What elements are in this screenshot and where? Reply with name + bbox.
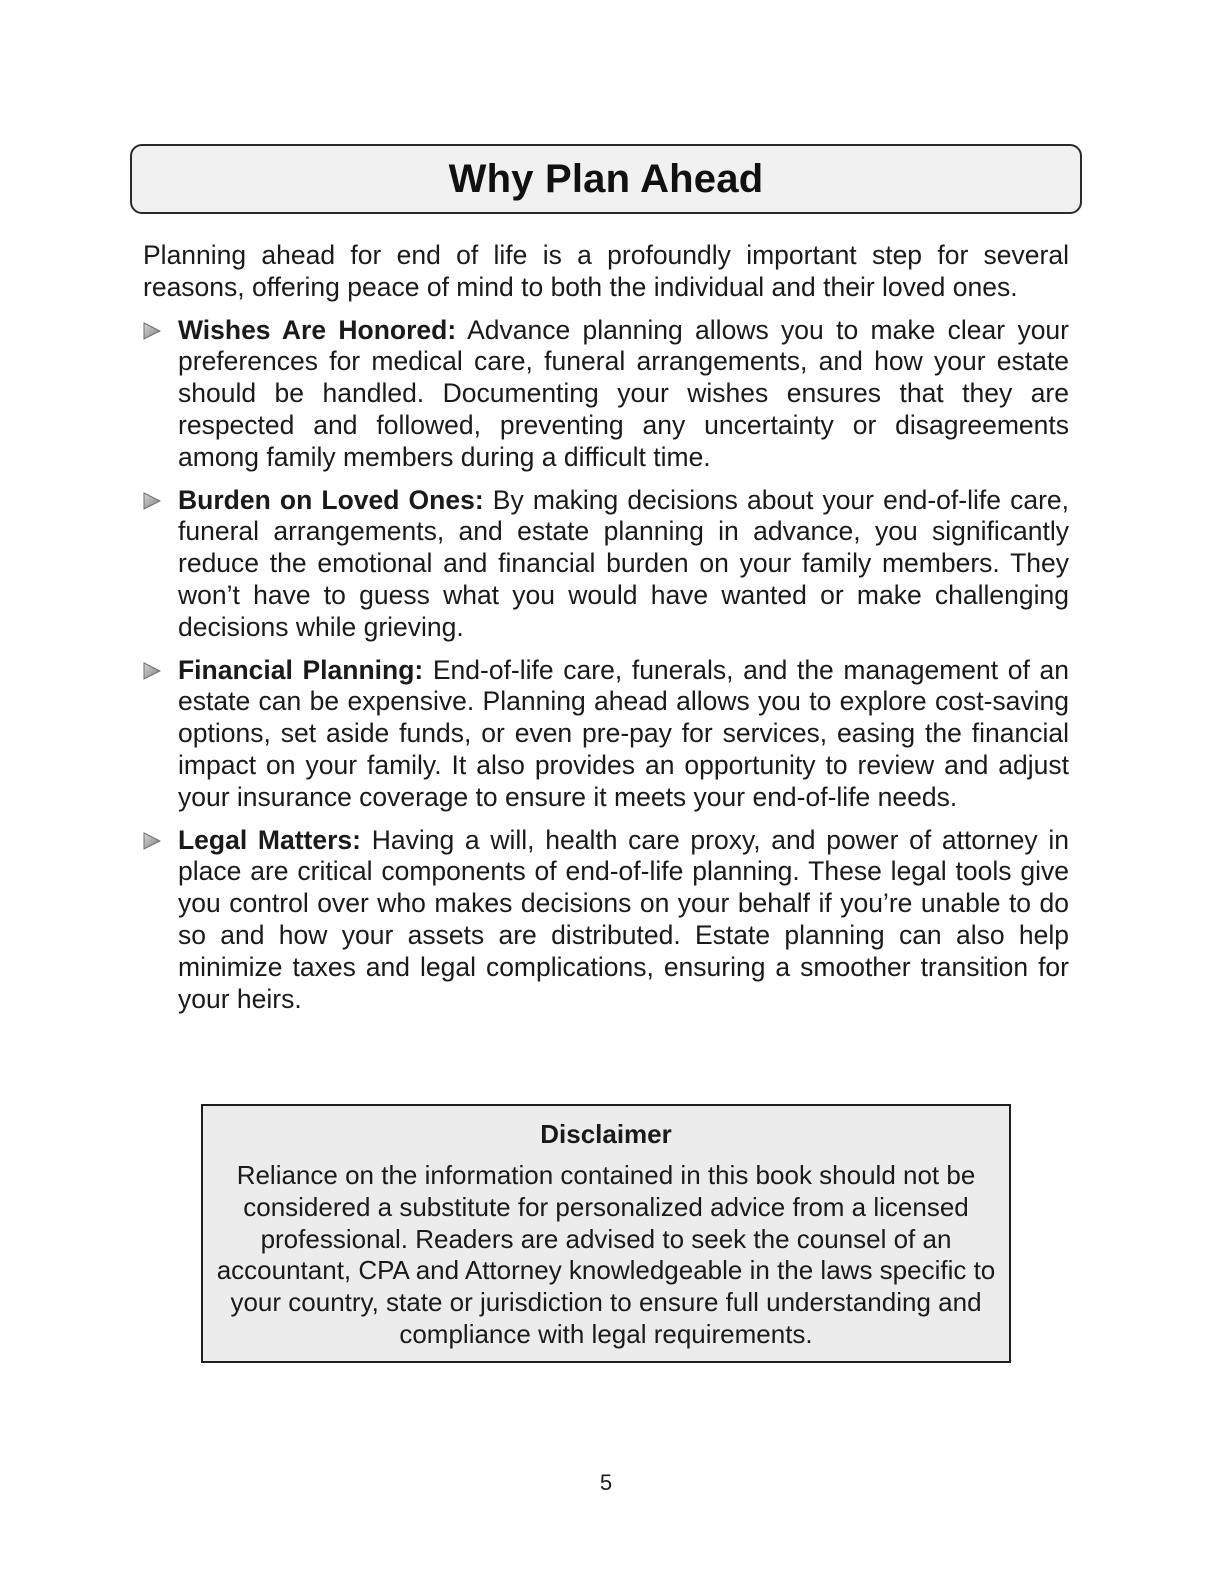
main-content (143, 240, 1069, 1026)
list-item (143, 825, 1069, 1016)
reasons-list (143, 315, 1069, 1016)
list-item (143, 315, 1069, 474)
bullet-term: Wishes Are Honored: (178, 314, 457, 345)
list-item (143, 655, 1069, 814)
disclaimer-text: Reliance on the information contained in this book should not be considered a substitute for personalized advice from a licensed professional. Readers are advised to seek the counsel of an accountant, CPA and Attorney knowledgeable in the laws specific to your country, state or jurisdiction to ensure full understanding and compliance with legal requirements. (216, 1160, 996, 1349)
bullet-text: Having a will, health care proxy, and power of attorney in place are critical components of end-of-life planning. These legal tools give you control over who makes decisions on your behalf if you’re unable to do so and how your assets are distributed. Estate planning can also help minimize taxes and legal complications, ensuring a smoother transition for your heirs. (178, 824, 1069, 1014)
triangle-bullet-icon (143, 832, 161, 850)
triangle-bullet-icon (143, 322, 161, 340)
bullet-term: Financial Planning: (178, 654, 424, 685)
bullet-term: Burden on Loved Ones: (178, 484, 484, 515)
page-number: 5 (599, 1470, 613, 1495)
list-item (143, 485, 1069, 644)
title-box (130, 144, 1082, 214)
bullet-term: Legal Matters: (178, 824, 361, 855)
disclaimer-box (201, 1104, 1011, 1363)
bullet-text: Advance planning allows you to make clear your preferences for medical care, funeral arrangements, and how your estate should be handled. Documenting your wishes ensures that they are respected and followed, preventing any uncertainty or disagreements among family members during a difficult time. (178, 314, 1069, 472)
bullet-text: End-of-life care, funerals, and the management of an estate can be expensive. Planning ahead allows you to explore cost-saving options, set aside funds, or even pre-pay for services, easing the financial impact on your family. It also provides an opportunity to review and adjust your insurance coverage to ensure it meets your end-of-life needs. (178, 654, 1069, 812)
disclaimer-heading: Disclaimer (540, 1119, 672, 1149)
page-title: Why Plan Ahead (448, 156, 764, 201)
triangle-bullet-icon (143, 492, 161, 510)
bullet-text: By making decisions about your end-of-life care, funeral arrangements, and estate planning in advance, you significantly reduce the emotional and financial burden on your family members. They won’t have to guess what you would have wanted or make challenging decisions while grieving. (178, 484, 1070, 642)
triangle-bullet-icon (143, 662, 161, 680)
intro-paragraph: Planning ahead for end of life is a profoundly important step for several reasons, offering peace of mind to both the individual and their loved ones. (143, 240, 1069, 302)
